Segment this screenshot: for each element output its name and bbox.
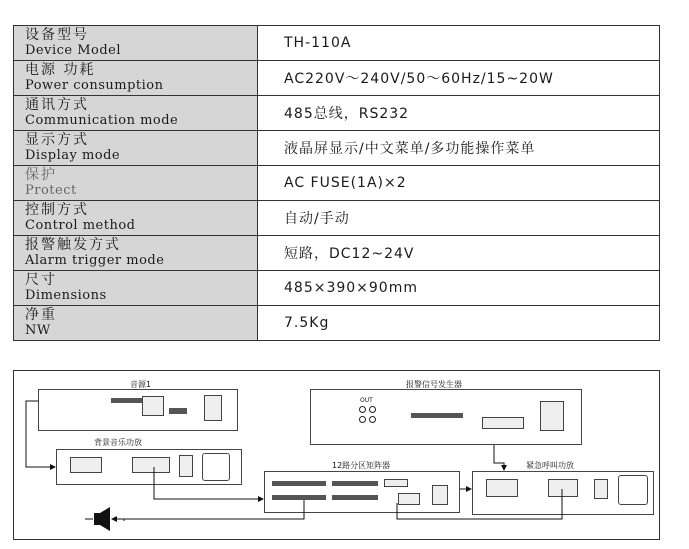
spec-row bbox=[14, 306, 660, 341]
spec-label-en: Display mode bbox=[25, 148, 121, 163]
spec-value: AC FUSE(1A)×2 bbox=[258, 166, 660, 201]
spec-value: 自动/手动 bbox=[258, 201, 660, 236]
spec-value: AC220V～240V/50～60Hz/15~20W bbox=[258, 61, 660, 96]
spec-label-en: Power consumption bbox=[25, 78, 164, 93]
spec-label-zh: 净重 bbox=[25, 307, 57, 323]
spec-label bbox=[14, 271, 258, 306]
spec-label-zh: 保护 bbox=[25, 167, 57, 183]
connection-diagram bbox=[13, 370, 660, 540]
spec-label-zh: 控制方式 bbox=[25, 202, 89, 218]
spec-label-en: Communication mode bbox=[25, 113, 179, 128]
audio-source-label: 音源1 bbox=[130, 380, 152, 389]
spec-value: 485总线，RS232 bbox=[258, 96, 660, 131]
spec-row bbox=[14, 61, 660, 96]
spec-row bbox=[14, 236, 660, 271]
spec-row bbox=[14, 201, 660, 236]
spec-label bbox=[14, 131, 258, 166]
spec-label bbox=[14, 26, 258, 61]
emergency-amp-label: 紧急呼叫功放 bbox=[526, 461, 574, 470]
spec-label bbox=[14, 306, 258, 341]
spec-label-en: Device Model bbox=[25, 43, 122, 58]
bg-music-amp-label: 背景音乐功放 bbox=[94, 438, 142, 447]
spec-label bbox=[14, 96, 258, 131]
alarm-generator-label: 报警信号发生器 bbox=[406, 380, 462, 389]
spec-row bbox=[14, 26, 660, 61]
spec-label-en: Protect bbox=[25, 183, 77, 198]
spec-table bbox=[13, 25, 660, 341]
spec-label bbox=[14, 236, 258, 271]
spec-label-zh: 尺寸 bbox=[25, 272, 57, 288]
spec-label bbox=[14, 61, 258, 96]
wiring-lines bbox=[14, 371, 661, 541]
zone-matrix-label: 12路分区矩阵器 bbox=[332, 461, 391, 470]
speaker-icon bbox=[85, 507, 110, 531]
spec-label-zh: 设备型号 bbox=[25, 27, 89, 43]
spec-label-en: Control method bbox=[25, 218, 136, 233]
spec-label bbox=[14, 166, 258, 201]
spec-label-zh: 报警触发方式 bbox=[25, 237, 121, 253]
spec-label-en: Dimensions bbox=[25, 288, 107, 303]
spec-row bbox=[14, 96, 660, 131]
spec-row bbox=[14, 271, 660, 306]
spec-label-zh: 通讯方式 bbox=[25, 97, 89, 113]
spec-label bbox=[14, 201, 258, 236]
spec-value: 7.5Kg bbox=[258, 306, 660, 341]
spec-label-en: NW bbox=[25, 323, 51, 338]
alarm-out-label: OUT bbox=[360, 397, 373, 404]
spec-value: 短路，DC12~24V bbox=[258, 236, 660, 271]
spec-value: 485×390×90mm bbox=[258, 271, 660, 306]
spec-row bbox=[14, 166, 660, 201]
spec-value: TH-110A bbox=[258, 26, 660, 61]
spec-label-zh: 电源 功耗 bbox=[25, 62, 96, 78]
spec-value: 液晶屏显示/中文菜单/多功能操作菜单 bbox=[258, 131, 660, 166]
spec-label-zh: 显示方式 bbox=[25, 132, 89, 148]
spec-row bbox=[14, 131, 660, 166]
spec-label-en: Alarm trigger mode bbox=[25, 253, 165, 268]
